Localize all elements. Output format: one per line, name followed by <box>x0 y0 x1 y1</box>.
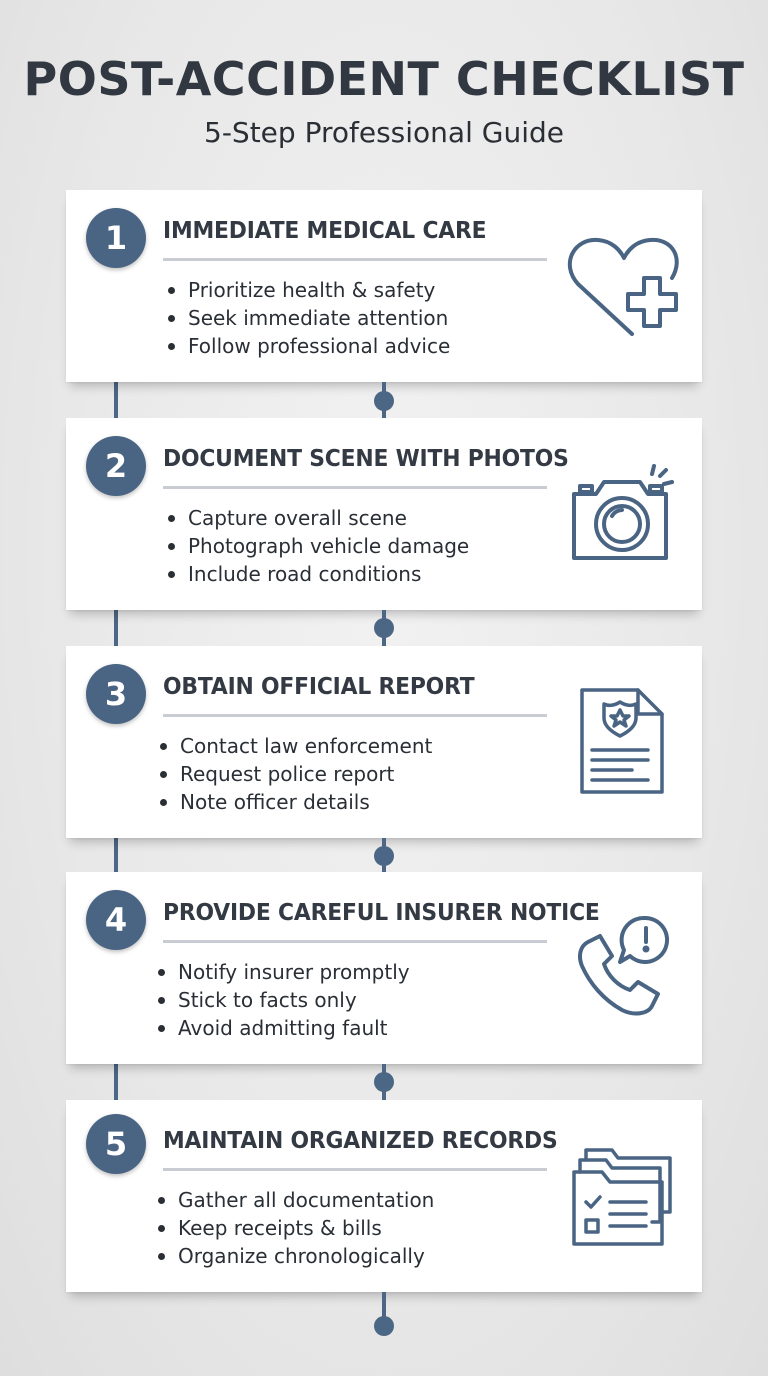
bullet-item: Follow professional advice <box>166 332 450 360</box>
step-number-5: 5 <box>86 1114 146 1174</box>
step-card-3 <box>66 646 702 838</box>
bullet-item: Prioritize health & safety <box>166 276 450 304</box>
step-bullets <box>158 732 432 816</box>
connector-dot <box>374 391 394 411</box>
title-divider <box>163 940 547 943</box>
step-title: MAINTAIN ORGANIZED RECORDS <box>163 1128 558 1154</box>
step-number-2: 2 <box>86 436 146 496</box>
step-card-4 <box>66 872 702 1064</box>
bullet-item: Request police report <box>158 760 432 788</box>
police-report-icon <box>578 686 668 796</box>
title-divider <box>163 486 547 489</box>
step-title: DOCUMENT SCENE WITH PHOTOS <box>163 446 569 472</box>
step-bullets <box>166 276 450 360</box>
bullet-item: Stick to facts only <box>156 986 410 1014</box>
connector-dot <box>374 846 394 866</box>
bullet-item: Avoid admitting fault <box>156 1014 410 1042</box>
bullet-item: Include road conditions <box>166 560 469 588</box>
bullet-item: Note officer details <box>158 788 432 816</box>
bullet-item: Organize chronologically <box>156 1242 434 1270</box>
title-divider <box>163 258 547 261</box>
step-bullets <box>156 1186 434 1270</box>
bullet-item: Seek immediate attention <box>166 304 450 332</box>
title-divider <box>163 714 547 717</box>
step-title: OBTAIN OFFICIAL REPORT <box>163 674 475 700</box>
step-title: PROVIDE CAREFUL INSURER NOTICE <box>163 900 600 926</box>
connector-dot <box>374 1316 394 1336</box>
phone-alert-icon <box>570 914 680 1024</box>
bullet-item: Capture overall scene <box>166 504 469 532</box>
step-number-3: 3 <box>86 664 146 724</box>
step-number-1: 1 <box>86 208 146 268</box>
connector-dot <box>374 618 394 638</box>
title-divider <box>163 1168 547 1171</box>
step-bullets <box>166 504 469 588</box>
camera-icon <box>566 464 682 564</box>
heart-plus-icon <box>566 234 682 338</box>
step-card-5 <box>66 1100 702 1292</box>
bullet-item: Contact law enforcement <box>158 732 432 760</box>
step-bullets <box>156 958 410 1042</box>
bullet-item: Notify insurer promptly <box>156 958 410 986</box>
page-subtitle: 5-Step Professional Guide <box>204 116 564 149</box>
step-title: IMMEDIATE MEDICAL CARE <box>163 218 487 244</box>
page-title: POST-ACCIDENT CHECKLIST <box>23 52 745 106</box>
step-number-4: 4 <box>86 890 146 950</box>
step-card-1 <box>66 190 702 382</box>
connector-dot <box>374 1072 394 1092</box>
bullet-item: Photograph vehicle damage <box>166 532 469 560</box>
bullet-item: Gather all documentation <box>156 1186 434 1214</box>
bullet-item: Keep receipts & bills <box>156 1214 434 1242</box>
step-card-2 <box>66 418 702 610</box>
folder-checklist-icon <box>570 1144 680 1250</box>
